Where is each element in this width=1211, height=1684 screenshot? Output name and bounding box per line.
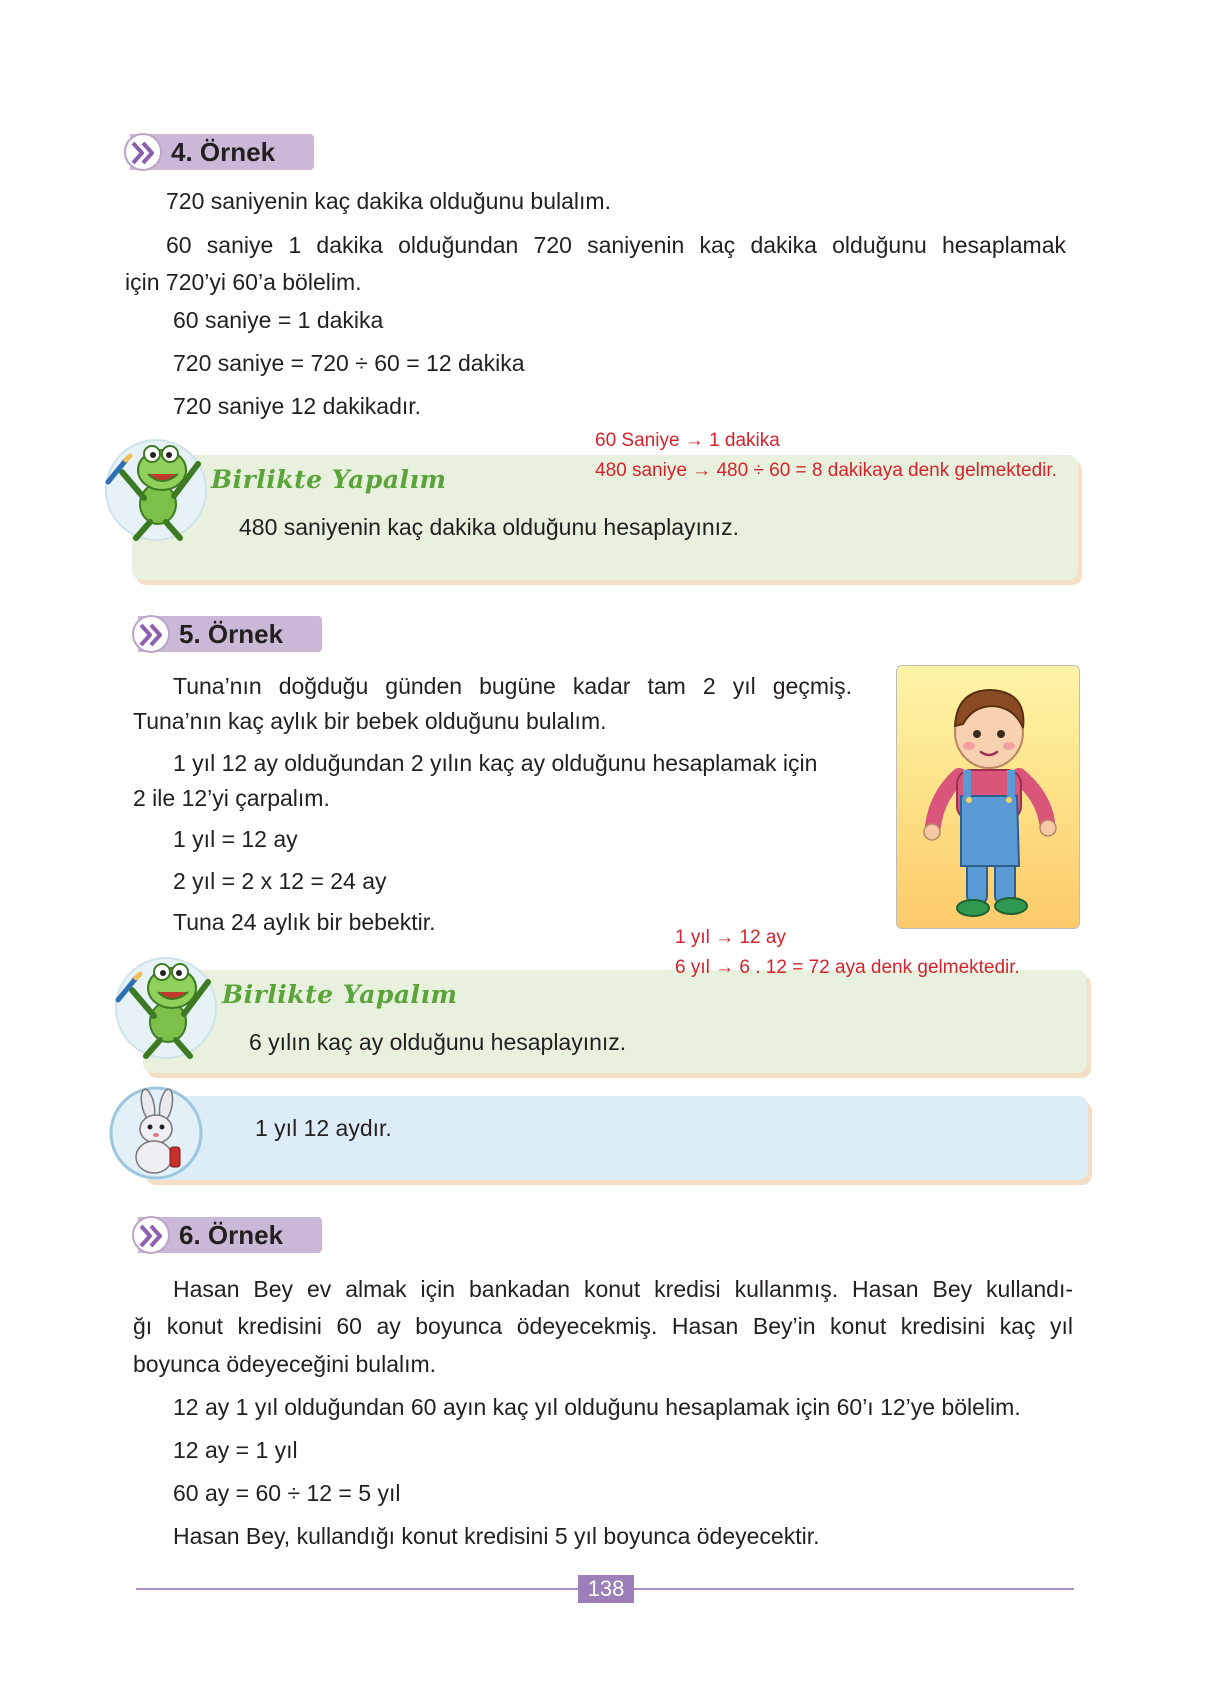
frog-mascot-icon bbox=[100, 432, 210, 544]
example-5-paragraph-2-line-2: 2 ile 12’yi çarpalım. bbox=[133, 785, 330, 811]
example-6-equation-1: 12 ay = 1 yıl bbox=[173, 1437, 298, 1463]
double-chevron-icon bbox=[138, 622, 166, 648]
activity-1-note-line-2: 480 saniye → 480 ÷ 60 = 8 dakikaya denk gelmektedir. bbox=[595, 460, 1057, 481]
example-4-title: 4. Örnek bbox=[171, 137, 276, 167]
rabbit-mascot-icon bbox=[108, 1085, 204, 1181]
example-5-equation-2: 2 yıl = 2 x 12 = 24 ay bbox=[173, 868, 387, 894]
child-illustration bbox=[896, 665, 1080, 929]
example-6-equation-2: 60 ay = 60 ÷ 12 = 5 yıl bbox=[173, 1480, 401, 1506]
double-chevron-icon bbox=[130, 140, 158, 166]
example-5-paragraph-1-line-1: Tuna’nın doğduğu günden bugüne kadar tam 2 yıl geçmiş. bbox=[173, 673, 852, 699]
double-chevron-icon bbox=[138, 1223, 166, 1249]
example-6-paragraph-1-line-1: Hasan Bey ev almak için bankadan konut kredisi kullanmış. Hasan Bey kullandı- bbox=[173, 1276, 1073, 1302]
activity-2-note-line-2: 6 yıl → 6 . 12 = 72 aya denk gelmektedir. bbox=[675, 957, 1020, 978]
example-4-paragraph-line-2: için 720’yi 60’a bölelim. bbox=[125, 269, 362, 295]
example-4-paragraph-line-1: 60 saniye 1 dakika olduğundan 720 saniyenin kaç dakika olduğunu hesaplamak bbox=[166, 232, 1066, 258]
example-5-result: Tuna 24 aylık bir bebektir. bbox=[173, 909, 436, 935]
example-6-paragraph-1-line-3: boyunca ödeyeceğini bulalım. bbox=[133, 1351, 437, 1377]
example-6-badge bbox=[132, 1216, 170, 1254]
example-5-paragraph-2-line-1: 1 yıl 12 ay olduğundan 2 yılın kaç ay olduğunu hesaplamak için bbox=[173, 750, 818, 776]
example-4-equation-1: 60 saniye = 1 dakika bbox=[173, 307, 384, 333]
example-4-result: 720 saniye 12 dakikadır. bbox=[173, 393, 422, 419]
activity-2-note-line-1: 1 yıl → 12 ay bbox=[675, 927, 786, 948]
example-4-equation-2: 720 saniye = 720 ÷ 60 = 12 dakika bbox=[173, 350, 525, 376]
example-6-title: 6. Örnek bbox=[179, 1220, 284, 1250]
frog-mascot-icon bbox=[110, 950, 220, 1062]
example-6-result: Hasan Bey, kullandığı konut kredisini 5 yıl boyunca ödeyecektir. bbox=[173, 1523, 820, 1549]
example-4-intro: 720 saniyenin kaç dakika olduğunu bulalım. bbox=[166, 188, 611, 214]
example-5-badge bbox=[132, 615, 170, 653]
footer-line-right bbox=[634, 1588, 1074, 1590]
example-6-paragraph-1-line-2: ğı konut kredisini 60 ay boyunca ödeyecekmiş. Hasan Bey’in konut kredisini kaç yıl bbox=[133, 1313, 1073, 1339]
example-5-paragraph-1-line-2: Tuna’nın kaç aylık bir bebek olduğunu bulalım. bbox=[133, 708, 607, 734]
activity-2-question: 6 yılın kaç ay olduğunu hesaplayınız. bbox=[249, 1029, 627, 1055]
example-5-title: 5. Örnek bbox=[179, 619, 284, 649]
footer-line-left bbox=[136, 1588, 578, 1590]
activity-1-heading: Birlikte Yapalım bbox=[211, 465, 447, 494]
activity-1-question: 480 saniyenin kaç dakika olduğunu hesaplayınız. bbox=[239, 514, 739, 540]
page-number: 138 bbox=[578, 1575, 634, 1603]
example-6-paragraph-2: 12 ay 1 yıl olduğundan 60 ayın kaç yıl olduğunu hesaplamak için 60’ı 12’ye bölelim. bbox=[173, 1394, 1021, 1420]
activity-2-heading: Birlikte Yapalım bbox=[222, 980, 458, 1009]
hint-text: 1 yıl 12 aydır. bbox=[255, 1115, 392, 1141]
activity-1-note-line-1: 60 Saniye → 1 dakika bbox=[595, 430, 780, 451]
example-4-badge bbox=[124, 133, 162, 171]
example-5-equation-1: 1 yıl = 12 ay bbox=[173, 826, 298, 852]
